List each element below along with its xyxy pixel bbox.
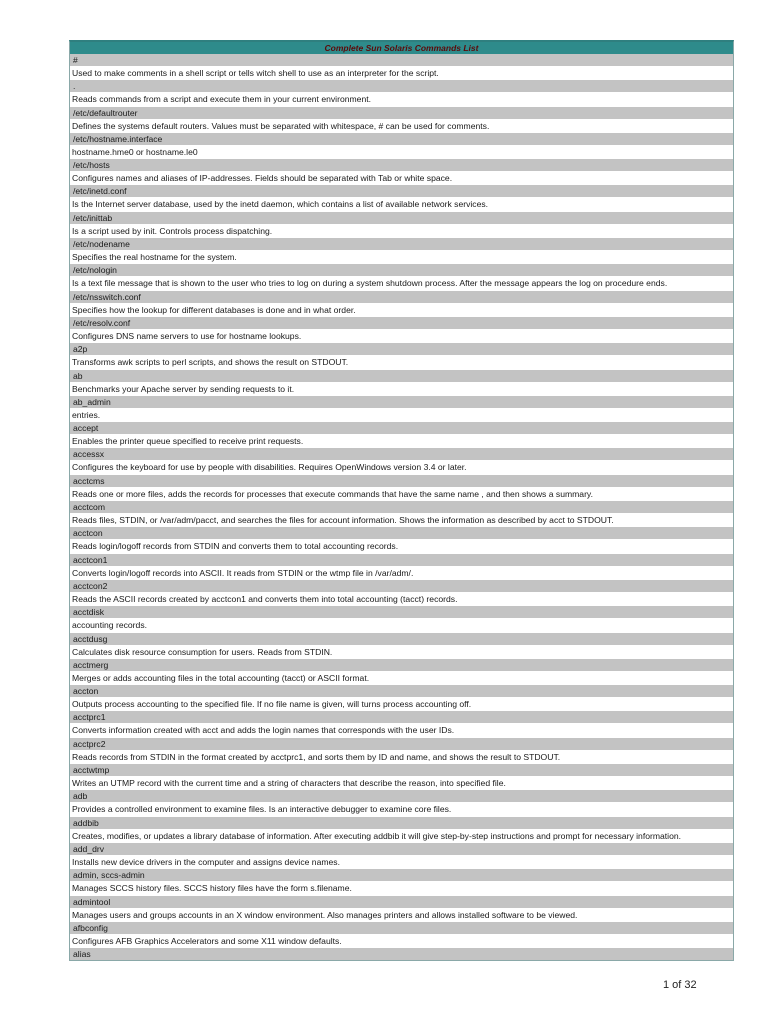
command-name-row: acctcom (70, 501, 733, 513)
command-name-row: add_drv (70, 843, 733, 855)
command-name-row: /etc/nologin (70, 264, 733, 276)
command-name-row: acctcon1 (70, 554, 733, 566)
command-name-row: accessx (70, 448, 733, 460)
command-name-row: accton (70, 685, 733, 697)
command-description-row: Is the Internet server database, used by the inetd daemon, which contains a list of available network services. (70, 197, 733, 211)
command-description-row: hostname.hme0 or hostname.le0 (70, 145, 733, 159)
command-description-row: Provides a controlled environment to examine files. Is an interactive debugger to examine core files. (70, 802, 733, 816)
command-name-row: adb (70, 790, 733, 802)
command-name-row: ab (70, 370, 733, 382)
command-name-row: a2p (70, 343, 733, 355)
command-name-row: /etc/nodename (70, 238, 733, 250)
command-description-row: Outputs process accounting to the specified file. If no file name is given, will turns process accounting off. (70, 697, 733, 711)
command-description-row: Specifies the real hostname for the system. (70, 250, 733, 264)
command-name-row: # (70, 54, 733, 66)
command-name-row: ab_admin (70, 396, 733, 408)
command-description-row: Configures DNS name servers to use for hostname lookups. (70, 329, 733, 343)
command-name-row: acctwtmp (70, 764, 733, 776)
command-description-row: Used to make comments in a shell script or tells witch shell to use as an interpreter for the script. (70, 66, 733, 80)
command-description-row: Configures names and aliases of IP-addresses. Fields should be separated with Tab or white space. (70, 171, 733, 185)
command-description-row: Converts login/logoff records into ASCII. It reads from STDIN or the wtmp file in /var/adm/. (70, 566, 733, 580)
command-name-row: acctdusg (70, 633, 733, 645)
command-description-row: Configures the keyboard for use by people with disabilities. Requires OpenWindows version 3.4 or later. (70, 460, 733, 474)
command-description-row: Reads the ASCII records created by acctcon1 and converts them into total accounting (tacct) records. (70, 592, 733, 606)
command-description-row: Installs new device drivers in the computer and assigns device names. (70, 855, 733, 869)
command-name-row: acctprc2 (70, 738, 733, 750)
command-description-row: Enables the printer queue specified to receive print requests. (70, 434, 733, 448)
command-description-row: Manages SCCS history files. SCCS history files have the form s.filename. (70, 881, 733, 895)
command-name-row: acctcon2 (70, 580, 733, 592)
command-name-row: acctcon (70, 527, 733, 539)
commands-table (69, 40, 734, 961)
command-name-row: /etc/resolv.conf (70, 317, 733, 329)
command-description-row: Configures AFB Graphics Accelerators and some X11 window defaults. (70, 934, 733, 948)
command-name-row: /etc/inetd.conf (70, 185, 733, 197)
command-description-row: Benchmarks your Apache server by sending requests to it. (70, 382, 733, 396)
command-name-row: acctcms (70, 475, 733, 487)
command-description-row: Transforms awk scripts to perl scripts, and shows the result on STDOUT. (70, 355, 733, 369)
command-name-row: . (70, 80, 733, 92)
command-name-row: /etc/hostname.interface (70, 133, 733, 145)
command-name-row: /etc/defaultrouter (70, 107, 733, 119)
command-description-row: Converts information created with acct and adds the login names that corresponds with the user IDs. (70, 723, 733, 737)
command-description-row: Reads one or more files, adds the records for processes that execute commands that have the same name , and then shows a summary. (70, 487, 733, 501)
command-name-row: addbib (70, 817, 733, 829)
command-description-row: Calculates disk resource consumption for users. Reads from STDIN. (70, 645, 733, 659)
table-title: Complete Sun Solaris Commands List (70, 42, 733, 54)
command-name-row: alias (70, 948, 733, 960)
command-description-row: Merges or adds accounting files in the total accounting (tacct) or ASCII format. (70, 671, 733, 685)
command-name-row: acctmerg (70, 659, 733, 671)
command-name-row: /etc/hosts (70, 159, 733, 171)
command-description-row: Writes an UTMP record with the current time and a string of characters that describe the reason, into specified file. (70, 776, 733, 790)
command-name-row: acctdisk (70, 606, 733, 618)
command-name-row: admintool (70, 896, 733, 908)
command-description-row: Is a script used by init. Controls process dispatching. (70, 224, 733, 238)
command-description-row: Reads files, STDIN, or /var/adm/pacct, and searches the files for account information. Shows the information as described by acct to STDOUT. (70, 513, 733, 527)
command-description-row: Creates, modifies, or updates a library database of information. After executing addbib it will give step-by-step instructions and prompt for necessary information. (70, 829, 733, 843)
page-number: 1 of 32 (663, 979, 697, 991)
command-description-row: accounting records. (70, 618, 733, 632)
command-name-row: /etc/nsswitch.conf (70, 291, 733, 303)
command-name-row: afbconfig (70, 922, 733, 934)
command-description-row: Defines the systems default routers. Values must be separated with whitespace, # can be used for comments. (70, 119, 733, 133)
command-description-row: Reads commands from a script and execute them in your current environment. (70, 92, 733, 106)
command-description-row: Specifies how the lookup for different databases is done and in what order. (70, 303, 733, 317)
command-name-row: acctprc1 (70, 711, 733, 723)
command-description-row: Reads login/logoff records from STDIN and converts them to total accounting records. (70, 539, 733, 553)
command-description-row: Is a text file message that is shown to the user who tries to log on during a system shutdown process. After the message appears the log on procedure ends. (70, 276, 733, 290)
command-name-row: accept (70, 422, 733, 434)
command-description-row: entries. (70, 408, 733, 422)
table-body (70, 54, 733, 948)
command-description-row: Reads records from STDIN in the format created by acctprc1, and sorts them by ID and name, and shows the result to STDOUT. (70, 750, 733, 764)
command-description-row: Manages users and groups accounts in an X window environment. Also manages printers and allows installed software to be viewed. (70, 908, 733, 922)
command-name-row: /etc/inittab (70, 212, 733, 224)
command-name-row: admin, sccs-admin (70, 869, 733, 881)
